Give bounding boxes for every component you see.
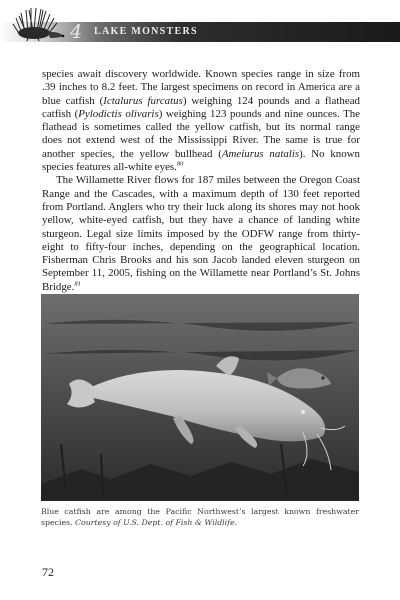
p2-text: The Willamette River flows for 187 miles between the Oregon Coast Range and the Cascades, with a maximum depth of 130 feet reported from Portland. Anglers who try their luck along its shores may not hook yellow, white-eyed catfish, but they have a chance of landing white sturgeon. Legal size limits imposed by the ODFW range from thirty-eight to fifty-four inches, depending on the geographical location. Fisherman Chris Brooks and his son Jacob landed eleven sturgeon on September 11, 2005, fishing on the Willamette near Portland’s St. Johns Bridge. — [42, 174, 360, 293]
caption-text: Blue catfish are among the Pacific Northwest’s largest known freshwater species. — [41, 507, 359, 527]
paragraph-2 — [42, 174, 360, 294]
catfish-photo — [41, 294, 359, 501]
footnote-ref-80: 80 — [176, 160, 184, 168]
caption-credit: Courtesy of U.S. Dept. of Fish & Wildlife. — [75, 517, 238, 527]
p1-text-g: ). No known species features all-white eyes. — [42, 147, 360, 174]
hedgehog-logo — [10, 4, 70, 42]
figure-caption — [41, 507, 359, 528]
chapter-title: LAKE MONSTERS — [94, 26, 198, 37]
p1-text-e: ) weighing 123 pounds and nine ounces. The flathead is sometimes called the yellow catfish, but its normal range does not extend west of the Mississippi River. The same is true for another species, the yellow bullhead ( — [42, 107, 360, 160]
chapter-number: 4 — [70, 21, 83, 43]
p1-species-bullhead: Ameiurus natalis — [221, 147, 300, 160]
p1-species-flathead: Pylodictis olivaris — [78, 107, 159, 120]
page-number: 72 — [42, 565, 54, 579]
p1-text-a: species await discovery worldwide. Known species range in size from .39 inches to 8.2 feet. The largest specimens on record in America are a blue catfish ( — [42, 68, 360, 107]
body-text — [42, 68, 360, 294]
p1-text-c: ) weighing 124 pounds and a flathead catfish ( — [42, 94, 360, 120]
paragraph-1 — [42, 68, 360, 174]
p1-species-blue-catfish: Ictalurus furcatus — [103, 94, 183, 107]
footnote-ref-81: 81 — [74, 280, 81, 288]
